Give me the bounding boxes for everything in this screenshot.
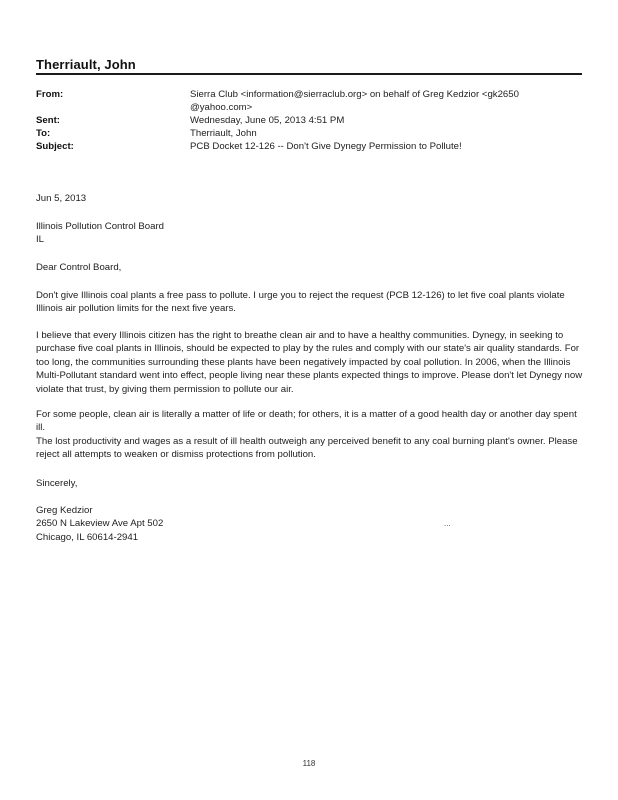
letter-date: Jun 5, 2013 [36,193,87,204]
sent-value: Wednesday, June 05, 2013 4:51 PM [190,115,345,126]
sender-name: Therriault, John [36,57,136,72]
signature-address-line1: 2650 N Lakeview Ave Apt 502 [36,518,164,530]
salutation: Dear Control Board, [36,262,122,273]
paragraph-3b: The lost productivity and wages as a result of ill health outweigh any perceived benefit to any coal burning plant's owner. Please reject all attempts to weaken or dismiss protections from pollution. [36,435,578,461]
closing: Sincerely, [36,478,78,489]
to-label: To: [36,128,51,139]
recipient-line1: Illinois Pollution Control Board [36,221,164,232]
page-number: 118 [302,759,316,768]
subject-label: Subject: [36,141,74,152]
recipient-line2: IL [36,234,45,246]
from-value-line2: @yahoo.com> [190,101,253,113]
from-label: From: [36,89,64,100]
header-divider [36,73,582,75]
signature-name: Greg Kedzior [36,505,93,516]
paragraph-1: Don't give Illinois coal plants a free pass to pollute. I urge you to reject the request (PCB 12-126) to let five coal plants violate Illinois air pollution limits for the next five years. [36,290,565,315]
paragraph-3a: For some people, clean air is literally a matter of life or death; for others, it is a matter of a good health day or another day spent ill. [36,409,577,434]
paragraph-3 [36,408,584,462]
scan-artifact-mark: ... [444,519,451,528]
to-value: Therriault, John [190,128,257,139]
subject-value: PCB Docket 12-126 -- Don't Give Dynegy Permission to Pollute! [190,141,462,152]
from-value-line1: Sierra Club <information@sierraclub.org> on behalf of Greg Kedzior <gk2650 [190,89,519,100]
signature-block [36,504,584,544]
sent-label: Sent: [36,115,60,126]
from-value [190,89,580,114]
paragraph-2: I believe that every Illinois citizen has the right to breathe clean air and to have a healthy communities. Dynegy, in seeking to purchase five coal plants in Illinois, should be expected to play by the rules and comply with our state's air quality standards. For too long, the communities surrounding these plants have been negatively impacted by coal pollution. In 2006, when the Illinois Multi-Pollutant standard went into effect, people living near these plants expected things to improve. Please don't let Dynegy now violate that trust, by giving them permission to pollute our air. [36,330,583,395]
signature-address-line2: Chicago, IL 60614-2941 [36,531,139,543]
recipient-block [36,220,584,247]
